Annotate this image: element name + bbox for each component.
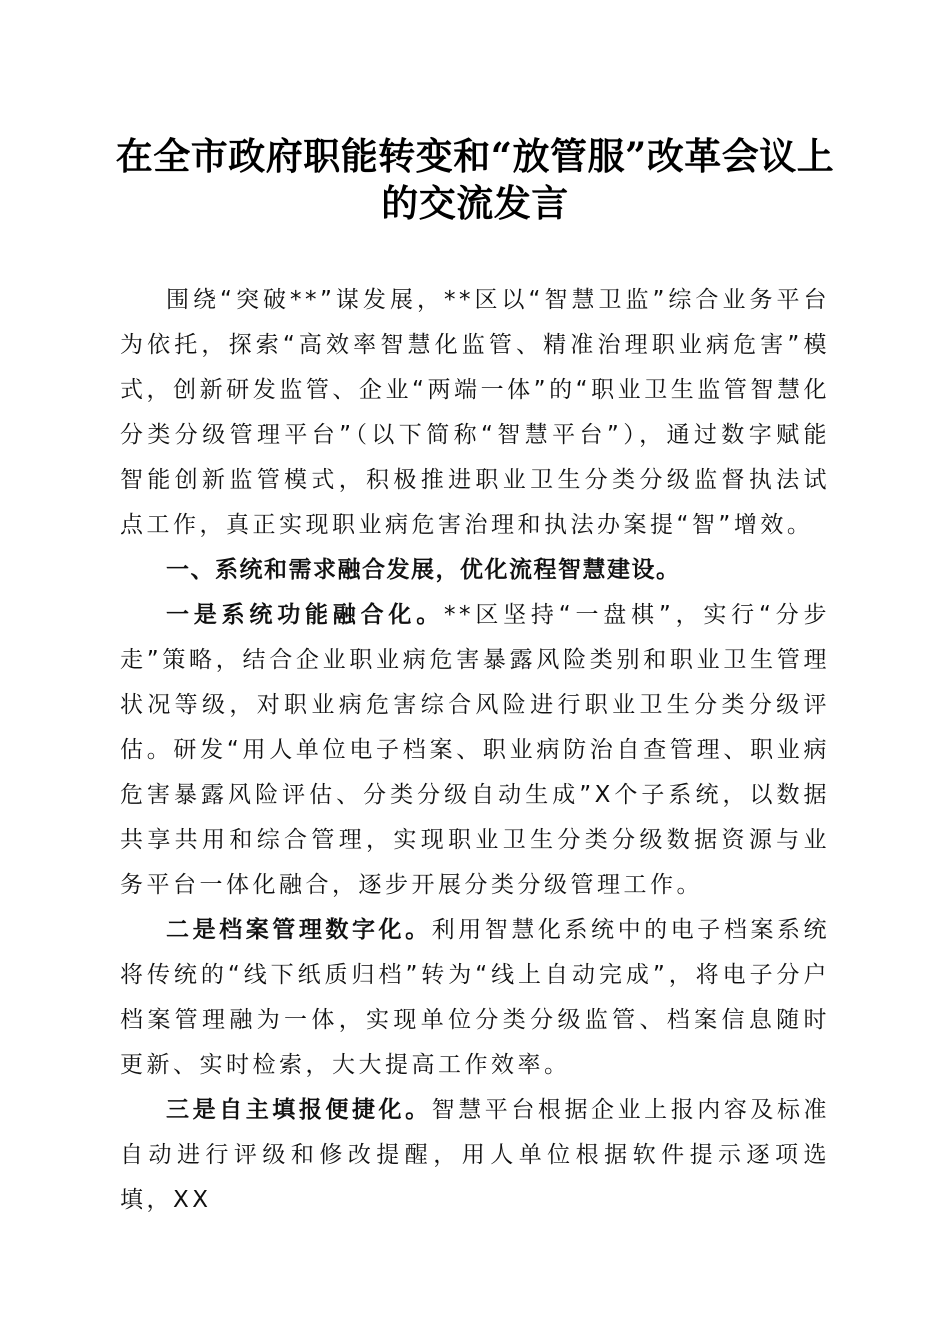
item-lead-2: 二是档案管理数字化。 <box>166 917 432 943</box>
item-paragraph-2 <box>120 908 830 1088</box>
item-lead-3: 三是自主填报便捷化。 <box>166 1097 432 1123</box>
item-text-2: 利用智慧化系统中的电子档案系统将传统的“线下纸质归档”转为“线上自动完成”，将电子分户档案管理融为一体，实现单位分类分级监管、档案信息随时更新、实时检索，大大提高工作效率。 <box>120 917 830 1078</box>
document-title <box>100 133 850 227</box>
intro-paragraph: 围绕“突破**”谋发展，**区以“智慧卫监”综合业务平台为依托，探索“高效率智慧化监管、精准治理职业病危害”模式，创新研发监管、企业“两端一体”的“职业卫生监管智慧化分类分级管理平台”（以下简称“智慧平台”），通过数字赋能智能创新监管模式，积极推进职业卫生分类分级监督执法试点工作，真正实现职业病危害治理和执法办案提“智”增效。 <box>120 287 830 538</box>
item-lead-1: 一是系统功能融合化。 <box>166 602 445 628</box>
item-paragraph-3 <box>120 1088 830 1223</box>
item-text-3: 智慧平台根据企业上报内容及标准自动进行评级和修改提醒，用人单位根据软件提示逐项选填，XX <box>120 1097 830 1213</box>
title-line-2: 的交流发言 <box>381 181 569 225</box>
item-paragraph-1 <box>120 593 830 908</box>
title-line-1: 在全市政府职能转变和“放管服”改革会议上 <box>115 134 835 178</box>
item-text-1: **区坚持“一盘棋”，实行“分步走”策略，结合企业职业病危害暴露风险类别和职业卫生管理状况等级，对职业病危害综合风险进行职业卫生分类分级评估。研发“用人单位电子档案、职业病防治自查管理、职业病危害暴露风险评估、分类分级自动生成”X个子系统，以数据共享共用和综合管理，实现职业卫生分类分级数据资源与业务平台一体化融合，逐步开展分类分级管理工作。 <box>120 602 831 898</box>
section-heading: 一、系统和需求融合发展，优化流程智慧建设。 <box>166 557 681 583</box>
document-body <box>120 278 830 1223</box>
